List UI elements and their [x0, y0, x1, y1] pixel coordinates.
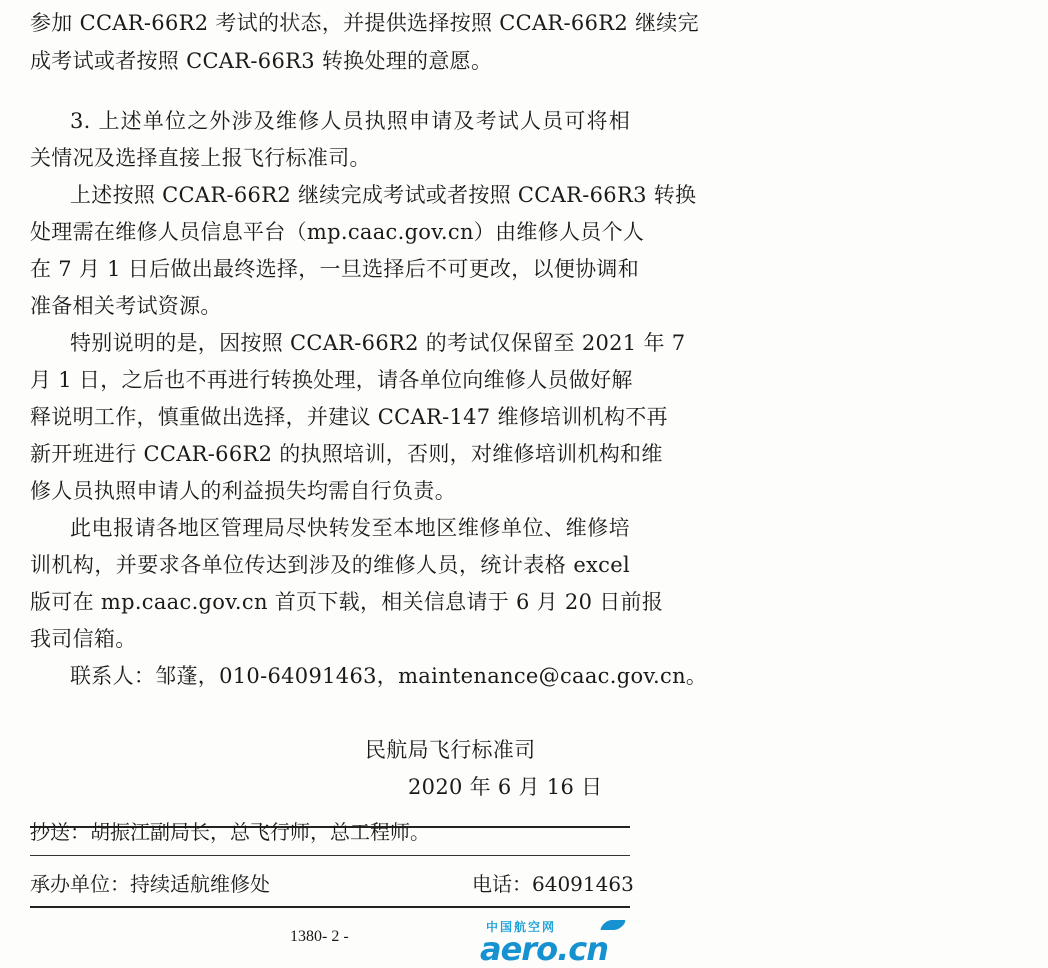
body-line: 释说明工作，慎重做出选择，并建议 CCAR-147 维修培训机构不再	[30, 405, 668, 429]
body-line: 训机构，并要求各单位传达到涉及的维修人员，统计表格 excel	[30, 553, 630, 577]
contact-line: 联系人：邹蓬，010-64091463，maintenance@caac.gov.cn。	[70, 664, 708, 688]
body-line: 在 7 月 1 日后做出最终选择，一旦选择后不可更改，以便协调和	[30, 257, 640, 281]
body-line: 处理需在维修人员信息平台（mp.caac.gov.cn）由维修人员个人	[30, 220, 645, 244]
middle-rule	[30, 855, 630, 856]
body-line: 此电报请各地区管理局尽快转发至本地区维修单位、维修培	[70, 516, 630, 540]
plane-icon	[600, 920, 626, 930]
logo-top-text: 中国航空网	[486, 920, 557, 934]
body-line: 版可在 mp.caac.gov.cn 首页下载，相关信息请于 6 月 20 日前报	[30, 590, 664, 614]
issue-date: 2020 年 6 月 16 日	[408, 775, 603, 799]
handling-unit: 承办单位：持续适航维修处	[30, 872, 270, 896]
body-line: 修人员执照申请人的利益损失均需自行负责。	[30, 479, 456, 503]
cc-line: 抄送：胡振江副局长，总飞行师，总工程师。	[30, 820, 430, 844]
issuer-signature: 民航局飞行标准司	[365, 738, 536, 762]
phone-number: 电话：64091463	[472, 872, 634, 896]
body-line: 参加 CCAR-66R2 考试的状态，并提供选择按照 CCAR-66R2 继续完	[30, 11, 699, 35]
body-line: 月 1 日，之后也不再进行转换处理，请各单位向维修人员做好解	[30, 368, 633, 392]
bottom-rule	[30, 906, 630, 908]
body-line: 关情况及选择直接上报飞行标准司。	[30, 146, 371, 170]
body-line: 成考试或者按照 CCAR-66R3 转换处理的意愿。	[30, 49, 493, 73]
body-line: 上述按照 CCAR-66R2 继续完成考试或者按照 CCAR-66R3 转换	[70, 183, 697, 207]
body-line: 我司信箱。	[30, 627, 137, 651]
body-line: 准备相关考试资源。	[30, 294, 222, 318]
body-line: 特别说明的是，因按照 CCAR-66R2 的考试仅保留至 2021 年 7	[70, 331, 686, 355]
logo-main-text: aero.cn	[480, 930, 608, 968]
body-line: 3. 上述单位之外涉及维修人员执照申请及考试人员可将相	[70, 109, 630, 133]
page-number: 1380- 2 -	[290, 928, 349, 945]
body-line: 新开班进行 CCAR-66R2 的执照培训，否则，对维修培训机构和维	[30, 442, 663, 466]
aero-cn-logo	[480, 918, 640, 966]
